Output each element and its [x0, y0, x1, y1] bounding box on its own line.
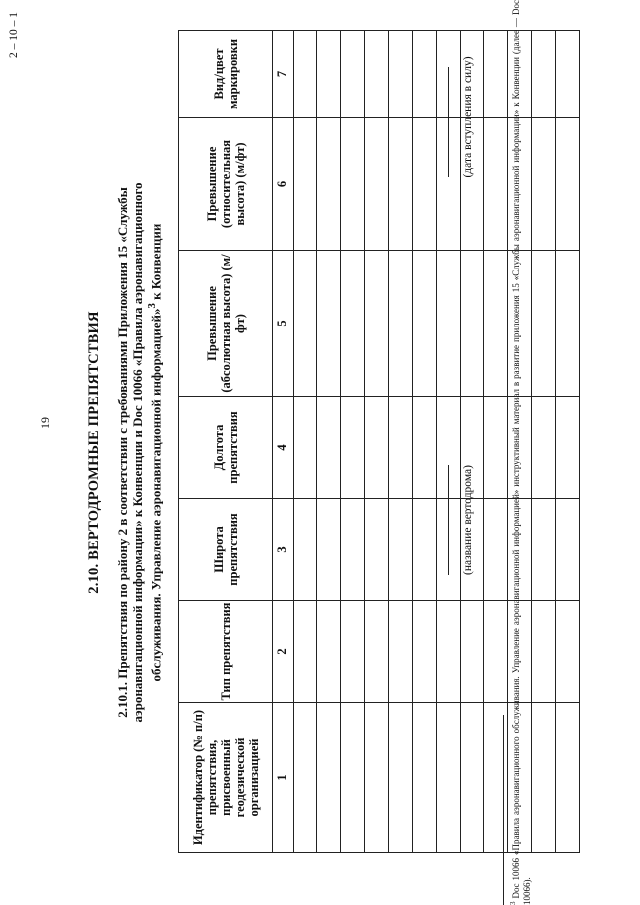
subsection-line-3-text: обслуживания. Управление аэронавигационной информацией»	[148, 308, 164, 682]
table-cell	[365, 118, 389, 251]
table-cell	[436, 703, 460, 853]
table-cell	[460, 601, 484, 703]
table-cell	[556, 251, 580, 397]
column-number-row	[273, 31, 294, 853]
table-cell	[484, 397, 508, 499]
table-cell	[556, 499, 580, 601]
table-row	[484, 31, 508, 853]
table-cell	[365, 397, 389, 499]
table-cell	[436, 251, 460, 397]
table-cell	[412, 118, 436, 251]
table-row	[341, 31, 365, 853]
table-cell	[365, 703, 389, 853]
table-cell	[556, 601, 580, 703]
table-cell	[484, 251, 508, 397]
header-identifier: Идентификатор (№ п/п) препятствия, присвоенный геодезической организацией	[179, 703, 273, 853]
table-row	[293, 31, 317, 853]
table-row	[389, 31, 413, 853]
table-cell	[317, 397, 341, 499]
effective-date-line	[448, 67, 449, 177]
table-row	[532, 31, 556, 853]
table-cell	[341, 703, 365, 853]
table-cell	[293, 31, 317, 118]
subsection-line-1: 2.10.1. Препятствия по району 2 в соответствии с требованиями Приложения 15 «Службы	[115, 187, 130, 718]
table-cell	[293, 397, 317, 499]
table-cell	[484, 703, 508, 853]
table-cell	[412, 251, 436, 397]
table-cell	[317, 601, 341, 703]
subsection-line-3-tail: к Конвенции	[148, 223, 164, 304]
footnote-reference: 3	[146, 303, 158, 309]
table-cell	[484, 118, 508, 251]
table-header-row	[179, 31, 273, 853]
table-cell	[293, 251, 317, 397]
column-number: 6	[273, 118, 294, 251]
table-cell	[293, 703, 317, 853]
aerodrome-name-label: (название вертодрома)	[462, 465, 474, 575]
page-number: 19	[38, 417, 52, 429]
table-cell	[341, 118, 365, 251]
footnote-marker: 3	[509, 901, 517, 905]
table-cell	[293, 499, 317, 601]
table-cell	[532, 397, 556, 499]
table-cell	[412, 703, 436, 853]
table-cell	[389, 251, 413, 397]
column-number: 1	[273, 703, 294, 853]
table-cell	[365, 251, 389, 397]
column-number: 7	[273, 31, 294, 118]
header-latitude: Широта препятствия	[179, 499, 273, 601]
column-number: 3	[273, 499, 294, 601]
table-cell	[389, 703, 413, 853]
table-cell	[389, 397, 413, 499]
table-cell	[556, 118, 580, 251]
table-cell	[293, 118, 317, 251]
table-cell	[317, 703, 341, 853]
table-cell	[484, 601, 508, 703]
table-cell	[389, 31, 413, 118]
header-elevation-absolute: Превышение (абсолютная высота) (м/фт)	[179, 251, 273, 397]
column-number: 2	[273, 601, 294, 703]
header-marking: Вид/цвет маркировки	[179, 31, 273, 118]
header-type: Тип препятствия	[179, 601, 273, 703]
table-cell	[341, 31, 365, 118]
footnote	[508, 0, 533, 905]
table-cell	[556, 397, 580, 499]
table-cell	[341, 251, 365, 397]
table-cell	[532, 251, 556, 397]
table-cell	[412, 499, 436, 601]
table-cell	[389, 601, 413, 703]
table-cell	[436, 601, 460, 703]
table-cell	[556, 703, 580, 853]
table-cell	[317, 118, 341, 251]
table-cell	[365, 31, 389, 118]
column-number: 5	[273, 251, 294, 397]
column-number: 4	[273, 397, 294, 499]
aerodrome-name-line	[448, 465, 449, 575]
table-cell	[484, 31, 508, 118]
table-cell	[317, 251, 341, 397]
table-cell	[412, 397, 436, 499]
table-cell	[556, 31, 580, 118]
table-cell	[341, 499, 365, 601]
table-cell	[412, 601, 436, 703]
table-cell	[532, 601, 556, 703]
table-cell	[484, 499, 508, 601]
subsection-heading	[115, 70, 163, 835]
table-row	[365, 31, 389, 853]
table-cell	[341, 601, 365, 703]
footnote-text: Doc 10066 «Правила аэронавигационного обслуживания. Управление аэронавигационной информацией» инструктивный материал в развитие приложения 15 «Службы аэронавигационной информации» к Конвенции (далее — Doc 10066).	[511, 0, 532, 905]
table-cell	[532, 703, 556, 853]
table-cell	[341, 397, 365, 499]
table-cell	[412, 31, 436, 118]
table-row	[317, 31, 341, 853]
table-cell	[317, 499, 341, 601]
table-row	[556, 31, 580, 853]
document-code: 2 – 10 – 1	[8, 12, 20, 58]
header-elevation-relative: Превышение (относительная высота) (м/фт)	[179, 118, 273, 251]
subsection-line-2: аэронавигационной информации» к Конвенции и Doc 10066 «Правила аэронавигационного	[130, 182, 145, 723]
table-cell	[365, 601, 389, 703]
table-cell	[460, 251, 484, 397]
footnote-separator	[503, 715, 504, 905]
table-cell	[532, 118, 556, 251]
header-longitude: Долгота препятствия	[179, 397, 273, 499]
table-cell	[460, 703, 484, 853]
table-cell	[365, 499, 389, 601]
table-cell	[532, 31, 556, 118]
effective-date-label: (дата вступления в силу)	[462, 56, 474, 178]
table-cell	[389, 499, 413, 601]
section-title: 2.10. ВЕРТОДРОМНЫЕ ПРЕПЯТСТВИЯ	[86, 311, 102, 594]
table-cell	[317, 31, 341, 118]
table-cell	[293, 601, 317, 703]
table-cell	[389, 118, 413, 251]
table-row	[412, 31, 436, 853]
subsection-line-3	[145, 70, 163, 835]
table-cell	[532, 499, 556, 601]
